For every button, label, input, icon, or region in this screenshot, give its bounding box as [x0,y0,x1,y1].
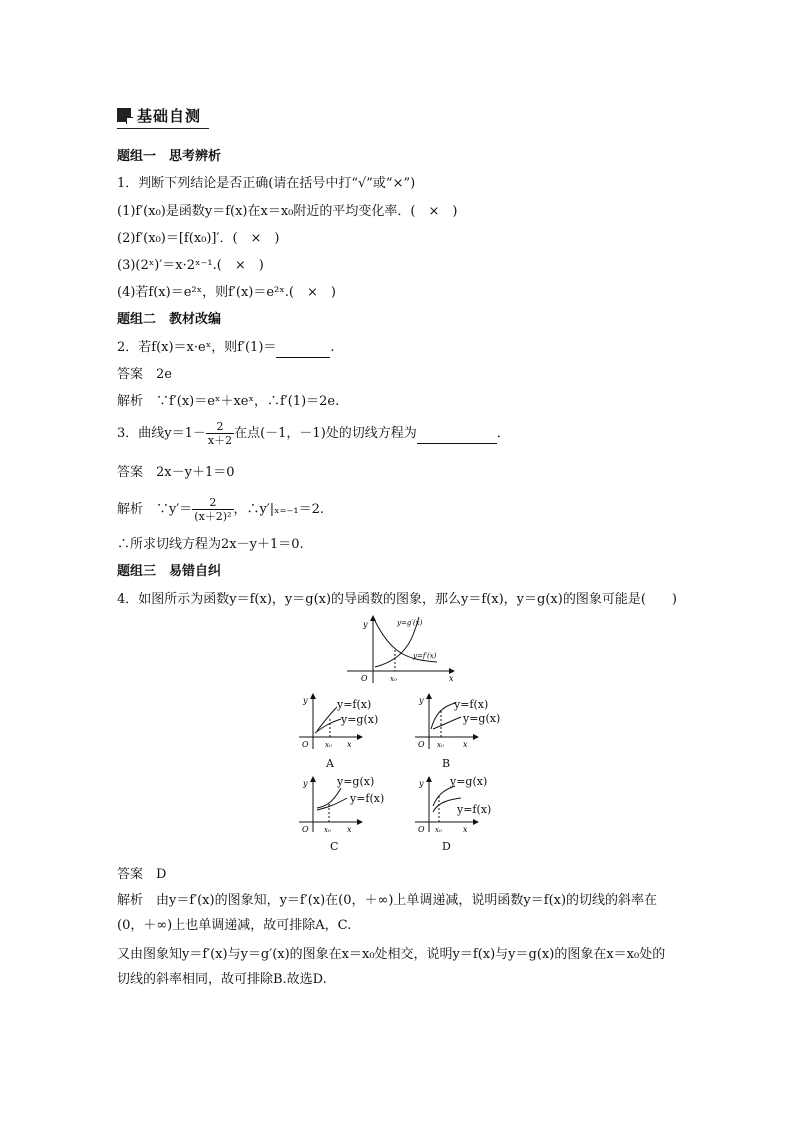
c-y-label: y [303,779,308,788]
q4-answer: 答案 D [117,867,167,882]
d-bottom-label: y=f(x) [457,803,492,816]
b-letter: B [442,757,451,770]
c-x0-label: x₀ [324,826,331,834]
d-y-arrow [426,776,432,782]
b-x0-label: x₀ [437,741,444,749]
g-prime-label: y=g′(x) [397,619,423,627]
q3-conclusion: ∴所求切线方程为2x－y＋1＝0. [117,537,304,552]
c-x-arrow [357,819,363,825]
c-x-label: x [347,825,352,834]
d-g-curve [433,786,455,806]
d-y-label: y [419,779,424,788]
q3-answer-blank [417,425,497,444]
q2-stem: 2．若f(x)＝x·eˣ，则f′(1)＝ [117,340,277,355]
q4-analysis-1: 解析 由y＝f′(x)的图象知，y＝f′(x)在(0，＋∞)上单调递减，说明函数y＝f(x)的切线的斜率在(0，＋∞)上也单调递减，故可排除A，C. [117,893,658,933]
b-x-label: x [463,740,468,749]
q3-analysis-num: 2 [192,496,233,510]
y-axis-arrow [370,615,376,621]
q4-stem: 4．如图所示为函数y＝f(x)，y＝g(x)的导函数的图象，那么y＝f(x)，y＝g(x)的图象可能是( ) [117,592,677,607]
q1-item-4: (4)若f(x)＝e²ˣ，则f′(x)＝e²ˣ.( × ) [117,285,336,300]
section-title: 基础自测 [137,107,202,125]
q3-stem-pre: 3．曲线y＝1－ [117,426,206,441]
d-x0-label: x₀ [435,826,442,834]
main-origin-label: O [361,674,368,683]
b-g-curve [433,717,461,729]
q2-answer: 答案 2e [117,367,172,382]
main-y-label: y [363,620,368,629]
a-bottom-label: y=g(x) [341,713,379,726]
a-x-arrow [357,734,363,740]
b-y-arrow [426,693,432,699]
q2-analysis: 解析 ∵f′(x)＝eˣ＋xeˣ，∴f′(1)＝2e. [117,394,340,409]
q3-stem-line: 3．曲线y＝1－ $\frac{2}{x+2}$ 在点(－1，－1)处的切线方程为 ． [117,420,510,447]
q2-answer-blank [276,339,330,358]
b-bottom-label: y=g(x) [463,712,501,725]
square-bullet-icon [117,108,131,122]
d-x-label: x [463,825,468,834]
section-header [117,104,209,129]
q3-frac-den: x＋2 [207,434,233,447]
q3-analysis-den: (x＋2)² [194,510,232,523]
q3-stem-post: 在点(－1，－1)处的切线方程为 [234,426,417,441]
q3-analysis-pre: 解析 ∵y′＝ [117,502,193,517]
a-y-label: y [303,696,308,705]
a-origin-label: O [302,740,309,749]
a-y-arrow [310,693,316,699]
q3-answer: 答案 2x－y＋1＝0 [117,465,235,480]
d-letter: D [442,840,451,853]
f-prime-label: y=f′(x) [413,652,437,660]
q4-analysis-2: 又由图象知y＝f′(x)与y＝g′(x)的图象在x＝x₀处相交，说明y＝f(x)与y＝g(x)的图象在x＝x₀处的切线的斜率相同，故可排除B.故选D. [117,947,666,987]
q3-fraction [206,420,234,447]
c-y-arrow [310,776,316,782]
c-origin-label: O [302,825,309,834]
q3-frac-num: 2 [206,420,234,434]
d-origin-label: O [418,825,425,834]
c-top-label: y=g(x) [337,775,375,788]
q3-analysis-fraction [192,496,233,523]
d-x-arrow [473,819,479,825]
q3-analysis-post: ，∴y′|ₓ₌₋₁＝2. [233,502,325,517]
group2-title: 题组二 教材改编 [117,312,222,327]
b-top-label: y=f(x) [454,698,489,711]
main-x-label: x [449,674,454,683]
q2-stem-line: 2．若f(x)＝x·eˣ，则f′(1)＝ . [117,339,335,358]
q1-item-1: (1)f′(x₀)是函数y＝f(x)在x＝x₀附近的平均变化率．( × ) [117,204,458,219]
a-x0-label: x₀ [325,741,332,749]
a-f-curve [317,707,337,731]
group3-title: 题组三 易错自纠 [117,564,222,579]
derivative-graph [345,615,455,685]
a-x-label: x [347,740,352,749]
main-x0-label: x₀ [390,675,397,683]
q1-item-2: (2)f′(x₀)＝[f(x₀)]′．( × ) [117,231,280,246]
d-top-label: y=g(x) [450,775,488,788]
q1-stem: 1．判断下列结论是否正确(请在括号中打“√”或“×”) [117,176,416,191]
b-origin-label: O [418,740,425,749]
a-top-label: y=f(x) [337,698,372,711]
q3-analysis-line [117,496,324,523]
b-x-arrow [473,734,479,740]
group1-title: 题组一 思考辨析 [117,149,222,164]
c-letter: C [330,840,339,853]
c-bottom-label: y=f(x) [350,792,385,805]
q1-item-3: (3)(2ˣ)′＝x·2ˣ⁻¹.( × ) [117,258,264,273]
b-y-label: y [419,696,424,705]
a-letter: A [326,757,334,770]
a-g-curve [315,719,341,733]
